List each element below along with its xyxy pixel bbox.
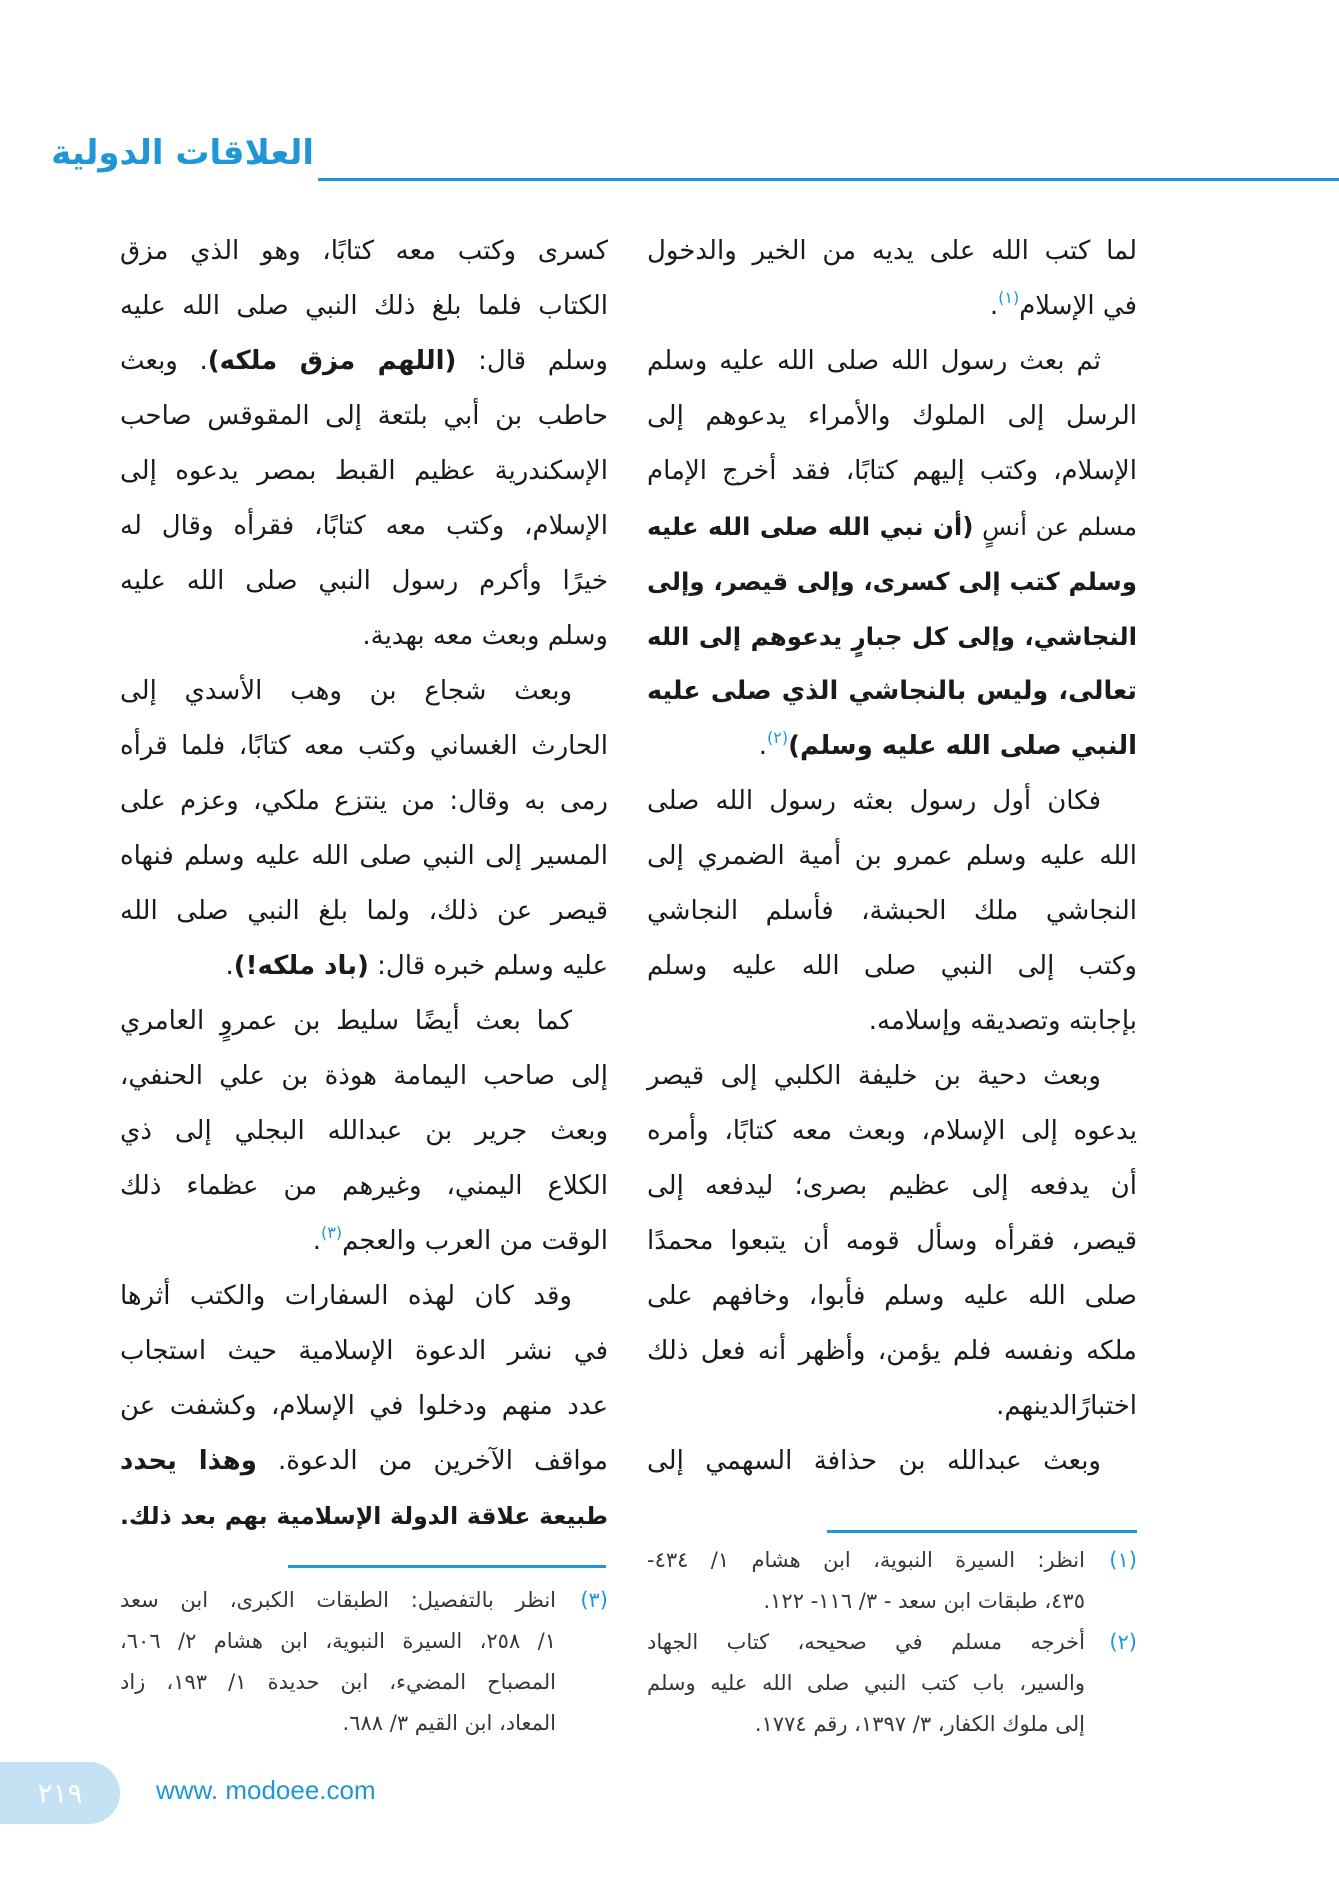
body-line: وقد كان لهذه السفارات والكتب أثرها [120, 1281, 572, 1311]
body-line: عدد منهم ودخلوا في الإسلام، وكشفت عن [120, 1391, 608, 1421]
body-line: في نشر الدعوة الإسلامية حيث استجاب [120, 1336, 608, 1366]
left-column [120, 224, 608, 1544]
body-line: خيرًا وأكرم رسول النبي صلى الله عليه [120, 566, 608, 596]
body-line [120, 1214, 608, 1269]
body-line: وبعث جرير بن عبدالله البجلي إلى ذي [120, 1116, 608, 1146]
footnote-marker: (٣) [580, 1588, 608, 1612]
body-line: إلى صاحب اليمامة هوذة بن علي الحنفي، [120, 1061, 608, 1091]
body-line: أن يدفعه إلى عظيم بصرى؛ ليدفعه إلى [647, 1171, 1137, 1201]
body-line: ملكه ونفسه فلم يؤمن، وأظهر أنه فعل ذلك [647, 1336, 1137, 1366]
body-line: الحارث الغساني وكتب معه كتابًا، فلما قرأه [120, 731, 608, 761]
footnote-line: المعاد، ابن القيم ٣/ ٦٨٨. [342, 1711, 556, 1735]
footnote-text: انظر: السيرة النبوية، ابن هشام ١/ ٤٣٤- [647, 1548, 1085, 1572]
body-line: وبعث شجاع بن وهب الأسدي إلى [120, 676, 572, 706]
body-line: النجاشي، وإلى كل جبارٍ يدعوهم إلى الله [647, 622, 1137, 651]
text-run: . [312, 1226, 322, 1256]
bold-text-run: النبي صلى الله عليه وسلم) [788, 731, 1137, 761]
body-line [647, 719, 1137, 774]
text-run: مواقف الآخرين من الدعوة. [256, 1446, 608, 1476]
bold-text-run: (باد ملكه!) [233, 951, 369, 981]
body-line [120, 939, 608, 994]
body-line: كما بعث أيضًا سليط بن عمروٍ العامري [120, 1006, 572, 1036]
footnote-separator [288, 1565, 606, 1568]
footnote-text: أخرجه مسلم في صحيحه، كتاب الجهاد [647, 1630, 1085, 1654]
body-line [120, 1434, 608, 1489]
footnote-ref: (٣) [321, 1223, 343, 1242]
body-line [647, 499, 1137, 554]
body-line: وبعث دحية بن خليفة الكلبي إلى قيصر [647, 1061, 1101, 1091]
body-line: اختبارًالدينهم. [996, 1391, 1137, 1421]
footnote-ref: (٢) [767, 728, 789, 747]
text-run: . [989, 291, 999, 321]
body-line: ثم بعث رسول الله صلى الله عليه وسلم [647, 346, 1101, 376]
footnote-ref: (١) [998, 288, 1020, 307]
text-run: . [225, 951, 234, 981]
text-run: في الإسلام [1019, 291, 1137, 321]
page-number-badge [0, 1762, 120, 1824]
footnote-line: المصباح المضيء، ابن حديدة ١/ ١٩٣، زاد [120, 1670, 557, 1694]
text-run: عليه وسلم خبره قال: [368, 951, 608, 981]
body-line: يدعوه إلى الإسلام، وبعث معه كتابًا، وأمره [647, 1116, 1137, 1146]
body-line: رمى به وقال: من ينتزع ملكي، وعزم على [120, 786, 608, 816]
body-line: فكان أول رسول بعثه رسول الله صلى [647, 786, 1101, 816]
running-title: العلاقات الدولية [51, 133, 314, 173]
footnote-line: إلى ملوك الكفار، ٣/ ١٣٩٧، رقم ١٧٧٤. [754, 1712, 1085, 1736]
body-line: الإسلام، وكتب إليهم كتابًا، فقد أخرج الإمام [647, 456, 1137, 486]
footnote-marker: (١) [1109, 1548, 1137, 1572]
text-run: مسلم عن أنسٍ [973, 512, 1137, 541]
text-run: الوقت من العرب والعجم [342, 1226, 608, 1256]
text-run: . [758, 731, 768, 761]
body-line: النجاشي ملك الحبشة، فأسلم النجاشي [647, 896, 1137, 926]
bold-text-run: (أن نبي الله صلى الله عليه [647, 512, 974, 541]
website-url: www. modoee.com [156, 1775, 376, 1805]
body-line: الله عليه وسلم عمرو بن أمية الضمري إلى [647, 841, 1137, 871]
footnote-line [647, 1622, 1137, 1663]
footnote-separator [827, 1530, 1137, 1533]
body-line: الكتاب فلما بلغ ذلك النبي صلى الله عليه [120, 291, 608, 321]
text-run: . وبعث [120, 346, 208, 376]
footnote-text: انظر بالتفصيل: الطبقات الكبرى، ابن سعد [120, 1588, 556, 1612]
footnotes-right [647, 1540, 1137, 1745]
body-line: وكتب إلى النبي صلى الله عليه وسلم [647, 951, 1137, 981]
body-line [647, 279, 1137, 334]
body-line: بإجابته وتصديقه وإسلامه. [868, 1006, 1137, 1036]
body-line: وبعث عبدالله بن حذافة السهمي إلى [647, 1446, 1101, 1476]
body-line [120, 334, 608, 389]
bold-text-run: (اللهم مزق ملكه) [207, 346, 457, 376]
body-line: كسرى وكتب معه كتابًا، وهو الذي مزق [120, 236, 608, 266]
right-column [647, 224, 1137, 1489]
body-line: وسلم كتب إلى كسرى، وإلى قيصر، وإلى [647, 567, 1137, 596]
footnote-marker: (٢) [1109, 1630, 1137, 1654]
body-line: الإسلام، وكتب معه كتابًا، فقرأه وقال له [120, 511, 608, 541]
footnote-line [647, 1540, 1137, 1581]
body-line: تعالى، وليس بالنجاشي الذي صلى عليه [647, 676, 1137, 706]
body-line: المسير إلى النبي صلى الله عليه وسلم فنهاه [120, 841, 608, 871]
page-number: ٢١٩ [37, 1776, 83, 1810]
body-line: قيصر، فقرأه وسأل قومه أن يتبعوا محمدًا [647, 1226, 1137, 1256]
body-line: الرسل إلى الملوك والأمراء يدعوهم إلى [647, 401, 1137, 431]
body-line: صلى الله عليه وسلم فأبوا، وخافهم على [647, 1281, 1137, 1311]
footnote-line: ٤٣٥، طبقات ابن سعد - ٣/ ١١٦- ١٢٢. [763, 1589, 1085, 1613]
body-line: الكلاع اليمني، وغيرهم من عظماء ذلك [120, 1171, 608, 1201]
body-line: الإسكندرية عظيم القبط بمصر يدعوه إلى [120, 456, 608, 486]
body-line: لما كتب الله على يديه من الخير والدخول [647, 236, 1137, 266]
bold-text-run: وهذا يحدد [120, 1446, 257, 1476]
text-run: وسلم قال: [456, 346, 608, 376]
body-line: حاطب بن أبي بلتعة إلى المقوقس صاحب [120, 401, 608, 431]
footnotes-left [120, 1580, 608, 1744]
footnote-line [120, 1580, 608, 1621]
body-line: قيصر عن ذلك، ولما بلغ النبي صلى الله [120, 896, 608, 926]
body-line: طبيعة علاقة الدولة الإسلامية بهم بعد ذلك. [120, 1502, 608, 1530]
footnote-line: والسير، باب كتب النبي صلى الله عليه وسلم [647, 1671, 1085, 1695]
body-line: وسلم وبعث معه بهدية. [362, 621, 608, 651]
header-rule [318, 178, 1339, 181]
footnote-line: ١/ ٢٥٨، السيرة النبوية، ابن هشام ٢/ ٦٠٦، [120, 1629, 556, 1653]
